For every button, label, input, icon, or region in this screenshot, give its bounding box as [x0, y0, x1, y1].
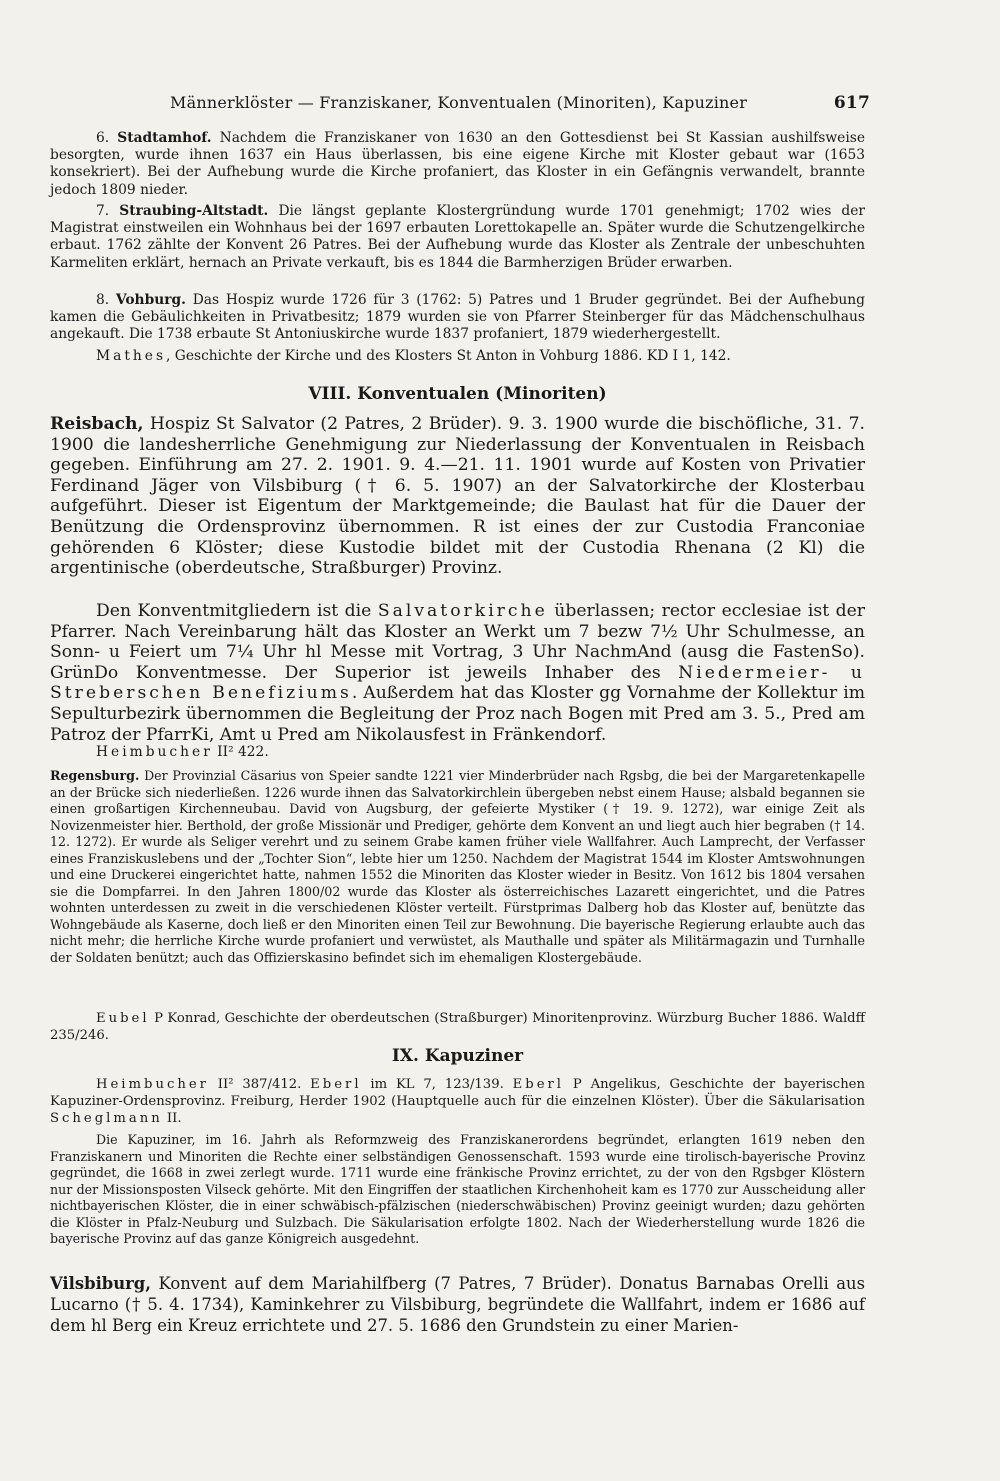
page-number: 617: [833, 93, 870, 113]
entry-text: Das Hospiz wurde 1726 für 3 (1762: 5) Patres und 1 Bruder gegründet. Bei der Aufhebung kamen die Gebäulichkeiten in Privatbesitz; 1879 wurden sie von Pfarrer Steinberger für das Mädchenschulhaus angekauft. Die 1738 erbaute St Antoniuskirche wurde 1837 profaniert, 1879 wiederhergestellt.: [50, 292, 865, 343]
reference-author: Eberl: [310, 1077, 362, 1092]
entry-text: Der Provinzial Cäsarius von Speier sandte 1221 vier Minderbrüder nach Rgsbg, die bei der Margaretenkapelle an der Brücke sich niederließen. 1226 wurde ihnen das Salvatorkirchlein übergeben nebst einem Hause; alsbald begannen sie einen großartigen Kirchenneubau. David von Augsburg, der gefeierte Mystiker († 19. 9. 1272), war einige Zeit als Novizenmeister hier. Berthold, der große Missionär und Prediger, gehörte dem Konvent an und liegt auch hier begraben († 14. 12. 1272). Er wurde als Seliger verehrt und zu seinem Grabe kamen früher viele Wallfahrer. Auch Lamprecht, der Verfasser eines Franziskuslebens und der „Tochter Sion“, lebte hier um 1250. Nachdem der Magistrat 1544 im Kloster Amtswohnungen und eine Druckerei eingerichtet hatte, nahmen 1552 die Minoriten das Kloster wieder in Besitz. Von 1612 bis 1804 versahen sie die Dompfarrei. In den Jahren 1800/02 wurde das Kloster als österreichisches Lazarett eingerichtet, und die Patres wohnten unterdessen zu zweit in die verschiedenen Klöster verteilt. Fürstprimas Dalberg hob das Kloster auf, benützte das Wohngebäude als Kaserne, doch ließ er den Minoriten einen Teil zur Bewohnung. Die bayerische Regierung erlaubte auch das nicht mehr; die herrliche Kirche wurde profaniert und verwüstet, als Mauthalle und später als Militärmagazin und Turnhalle der Soldaten benützt; auch das Offizierskasino befindet sich im ehemaligen Klostergebäude.: [50, 768, 865, 965]
entry-text: überlassen; rector ecclesiae ist der Pfarrer. Nach Vereinbarung hält das Kloster an Werkt um 7 bezw 7½ Uhr Schulmesse, an Sonn- u Feiert um 7¼ Uhr hl Messe mit Vortrag, 3 Uhr NachmAnd (ausg die FastenSo). GrünDo Konventmesse. Der Superior ist jeweils Inhaber des: [50, 601, 865, 683]
entry-vilsbiburg: [50, 1274, 865, 1336]
entry-number: 7.: [96, 203, 120, 219]
entry-text: Hospiz St Salvator (2 Patres, 2 Brüder). 9. 3. 1900 wurde die bischöfliche, 31. 7. 1900 die landesherrliche Genehmigung zur Niederlassung der Konventualen in Reisbach gegeben. Einführung am 27. 2. 1901. 9. 4.—21. 11. 1901 wurde auf Kosten von Privatier Ferdinand Jäger von Vilsbiburg († 6. 5. 1907) an der Salvatorkirche der Klosterbau aufgeführt. Dieser ist Eigentum der Marktgemeinde; die Baulast hat für die Dauer der Benützung die Ordensprovinz übernommen. R ist eines der zur Custodia Franconiae gehörenden 6 Klöster; diese Kustodie bildet mit der Custodia Rhenana (2 Kl) die argentinische (oberdeutsche, Straßburger) Provinz.: [50, 414, 865, 579]
reference-text: II.: [162, 1110, 182, 1126]
reference-text: im KL 7, 123/139.: [361, 1077, 513, 1092]
entry-heading: Vohburg.: [115, 292, 186, 308]
spaced-term: Niedermeier- u Streberschen Benefiziums: [50, 662, 865, 704]
entry-reisbach: [50, 414, 865, 579]
spaced-term: Salvatorkirche: [377, 601, 548, 621]
entry-text: . Außerdem hat das Kloster gg Vornahme der Kollektur im Sepulturbezirk übernommen die Begleitung der Proz nach Bogen mit Pred am 3. 5., Pred am Patroz der PfarrKi, Amt u Pred am Nikolausfest in Fränkendorf.: [50, 683, 865, 745]
entry-stadtamhof: [50, 130, 865, 199]
reference-text: II² 422.: [212, 744, 269, 760]
entry-reisbach-konvent: [50, 601, 865, 745]
reference-heimbucher: [50, 744, 865, 761]
reference-text: P Konrad, Geschichte der oberdeutschen (Straßburger) Minoritenprovinz. Würzburg Bucher 1886. Waldff 235/246.: [50, 1011, 865, 1043]
entry-number: 6.: [96, 130, 118, 146]
entry-text: Nachdem die Franziskaner von 1630 an den Gottesdienst bei St Kassian aushilfsweise besorgten, wurde ihnen 1637 ein Haus überlassen, bis eine eigene Kirche mit Kloster gebaut war (1653 konsekriert). Bei der Aufhebung wurde die Kirche profaniert, das Kloster in ein Gefängnis verwandelt, brannte jedoch 1809 nieder.: [50, 130, 865, 198]
entry-heading: Stadtamhof.: [117, 130, 212, 146]
entry-regensburg: [50, 768, 865, 966]
reference-author: Eberl: [512, 1077, 565, 1092]
entry-straubing: [50, 203, 865, 272]
entry-text: Die längst geplante Klostergründung wurde 1701 genehmigt; 1702 wies der Magistrat einstweilen ein Wohnhaus bei der 1697 erbauten Lorettokapelle an. Später wurde die Schutzengelkirche erbaut. 1762 zählte der Konvent 26 Patres. Bei der Aufhebung wurde das Kloster als Zentrale der unbeschuhten Karmeliten erklärt, hernach an Private verkauft, bis es 1844 die Barmherzigen Brüder erwarben.: [50, 203, 865, 271]
reference-vohburg: [50, 348, 865, 365]
reference-author: Scheglmann: [50, 1110, 163, 1126]
entry-heading: Reisbach,: [50, 414, 144, 434]
entry-text: Den Konventmitgliedern ist die: [96, 601, 378, 621]
entry-text: Die Kapuziner, im 16. Jahrh als Reformzweig des Franziskanerordens begründet, erlangten 1619 neben den Franziskanern und Minoriten die Rechte einer selbständigen Genossenschaft. 1593 wurde eine tirolisch-bayerische Provinz gegründet, die 1668 in zwei zerlegt wurde. 1711 wurde eine fränkische Provinz errichtet, zu der von den Rgsbger Klöstern nur der Missionsposten Vilseck gehörte. Mit den Eingriffen der staatlichen Kirchenhoheit kam es 1770 zur Ausscheidung aller nichtbayerischen Klöster, die in einer schwäbisch-pfälzischen (niederschwäbischen) Provinz geeinigt wurden; dazu gehörten die Klöster in Pfalz-Neuburg und Sulzbach. Die Säkularisation erfolgte 1802. Nach der Wiederherstellung wurde 1826 die bayerische Provinz auf das ganze Königreich ausgedehnt.: [50, 1132, 865, 1246]
entry-heading: Straubing-Altstadt.: [119, 203, 269, 219]
section-heading-konventualen: VIII. Konventualen (Minoriten): [308, 384, 607, 404]
reference-kapuziner: [50, 1077, 865, 1127]
reference-author: Mathes: [96, 348, 167, 364]
entry-heading: Regensburg.: [50, 768, 140, 783]
entry-text: Konvent auf dem Mariahilfberg (7 Patres, 7 Brüder). Donatus Barnabas Orelli aus Lucarno († 5. 4. 1734), Kaminkehrer zu Vilsbiburg, begründete die Wallfahrt, indem er 1686 auf dem hl Berg ein Kreuz errichtete und 27. 5. 1686 den Grundstein zu einer Marien-: [50, 1274, 865, 1335]
entry-kapuziner-intro: [50, 1132, 865, 1248]
entry-heading: Vilsbiburg,: [50, 1274, 151, 1293]
reference-text: P Angelikus, Geschichte der bayerischen Kapuziner-Ordensprovinz. Freiburg, Herder 1902 (Hauptquelle auch für die einzelnen Klöster). Über die Säkularisation: [50, 1077, 865, 1109]
reference-eubel: [50, 1011, 865, 1045]
entry-vohburg: [50, 292, 865, 344]
section-heading-kapuziner: IX. Kapuziner: [391, 1046, 524, 1066]
entry-number: 8.: [96, 292, 116, 308]
reference-author: Heimbucher: [96, 744, 213, 760]
reference-author: Heimbucher: [96, 1077, 209, 1092]
reference-author: Eubel: [96, 1011, 150, 1026]
reference-text: II² 387/412.: [208, 1077, 311, 1092]
reference-text: , Geschichte der Kirche und des Klosters St Anton in Vohburg 1886. KD I 1, 142.: [166, 348, 731, 364]
running-header-title: Männerklöster — Franziskaner, Konventualen (Minoriten), Kapuziner: [170, 93, 748, 112]
